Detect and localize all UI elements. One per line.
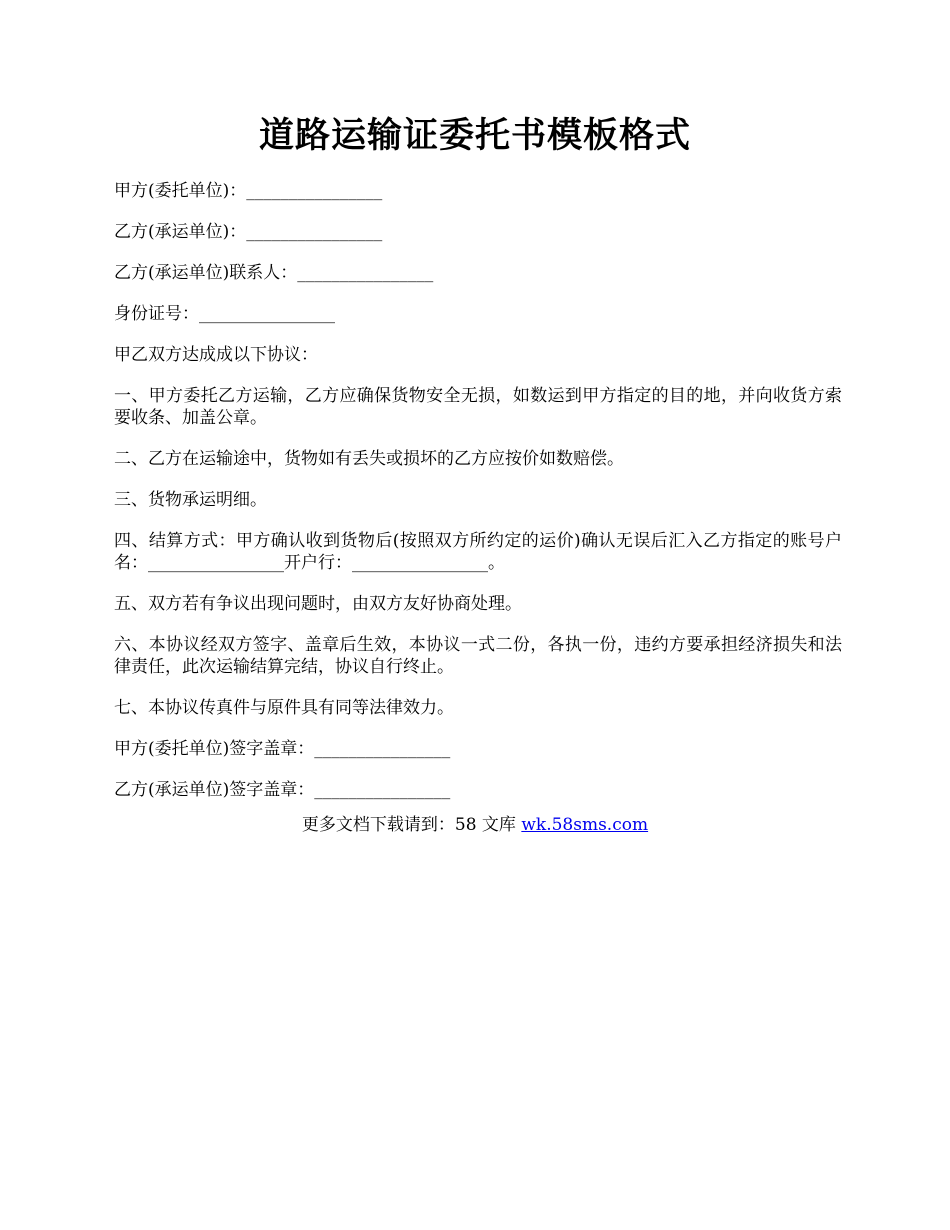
document-body bbox=[114, 180, 842, 820]
clause-1: 一、甲方委托乙方运输，乙方应确保货物安全无损，如数运到甲方指定的目的地，并向收货方索要收条、加盖公章。 bbox=[114, 386, 842, 428]
clause-7: 七、本协议传真件与原件具有同等法律效力。 bbox=[114, 698, 454, 718]
clause-5: 五、双方若有争议出现问题时，由双方友好协商处理。 bbox=[114, 594, 522, 614]
id-number-field: 身份证号：________________ bbox=[114, 304, 335, 324]
clause-6: 六、本协议经双方签字、盖章后生效，本协议一式二份，各执一份，违约方要承担经济损失和法律责任，此次运输结算完结，协议自行终止。 bbox=[114, 635, 842, 677]
clause-3: 三、货物承运明细。 bbox=[114, 490, 267, 510]
agreement-intro: 甲乙双方达成成以下协议： bbox=[114, 345, 318, 365]
party-a-signature-field: 甲方(委托单位)签字盖章：________________ bbox=[114, 739, 451, 759]
clause-2: 二、乙方在运输途中，货物如有丢失或损坏的乙方应按价如数赔偿。 bbox=[114, 449, 624, 469]
footer-prefix: 更多文档下载请到：58 文库 bbox=[301, 815, 522, 835]
document-title: 道路运输证委托书模板格式 bbox=[258, 115, 691, 156]
footer-link[interactable]: wk.58sms.com bbox=[521, 815, 649, 835]
party-b-contact-field: 乙方(承运单位)联系人：________________ bbox=[114, 263, 434, 283]
clause-4: 四、结算方式：甲方确认收到货物后(按照双方所约定的运价)确认无误后汇入乙方指定的账号户名：________________开户行：________________。 bbox=[114, 531, 842, 573]
footer-note bbox=[0, 814, 950, 836]
party-a-field: 甲方(委托单位)：________________ bbox=[114, 181, 383, 201]
party-b-signature-field: 乙方(承运单位)签字盖章：________________ bbox=[114, 780, 451, 800]
party-b-field: 乙方(承运单位)：________________ bbox=[114, 222, 383, 242]
